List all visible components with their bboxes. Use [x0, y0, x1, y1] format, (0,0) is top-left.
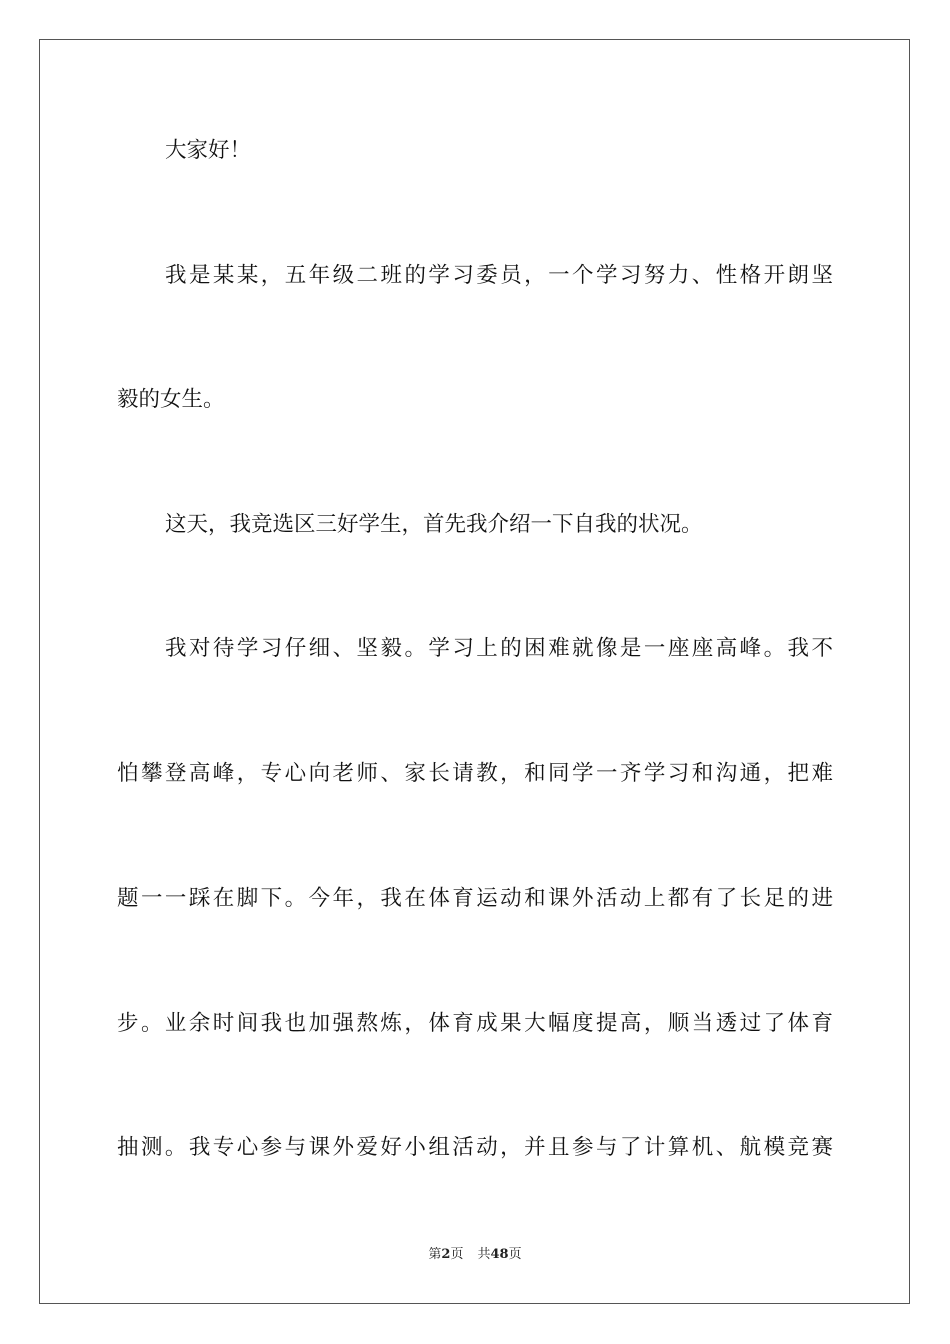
footer-page-suffix: 页 [450, 1247, 464, 1262]
paragraph-2-line-1: 这天，我竞选区三好学生，首先我介绍一下自我的状况。 [165, 512, 703, 537]
greeting-line: 大家好！ [165, 138, 252, 163]
page-border [39, 39, 910, 1304]
footer-total-prefix: 共 [477, 1247, 491, 1262]
paragraph-1-line-1: 我是某某，五年级二班的学习委员，一个学习努力、性格开朗坚 [165, 263, 833, 288]
paragraph-3-line-1: 我对待学习仔细、坚毅。学习上的困难就像是一座座高峰。我不 [165, 636, 833, 661]
footer-total-pages: 48 [490, 1247, 509, 1262]
page-footer [0, 1246, 950, 1264]
paragraph-1-line-2: 毅的女生。 [117, 387, 225, 412]
paragraph-3-line-2: 怕攀登高峰，专心向老师、家长请教，和同学一齐学习和沟通，把难 [117, 761, 833, 786]
footer-page-number: 2 [441, 1247, 451, 1262]
paragraph-3-line-4: 步。业余时间我也加强熬炼，体育成果大幅度提高，顺当透过了体育 [117, 1011, 833, 1036]
footer-total-suffix: 页 [508, 1247, 522, 1262]
paragraph-3-line-5: 抽测。我专心参与课外爱好小组活动，并且参与了计算机、航模竞赛 [117, 1135, 833, 1160]
paragraph-3-line-3: 题一一踩在脚下。今年，我在体育运动和课外活动上都有了长足的进 [117, 886, 833, 911]
footer-page-prefix: 第 [428, 1247, 442, 1262]
